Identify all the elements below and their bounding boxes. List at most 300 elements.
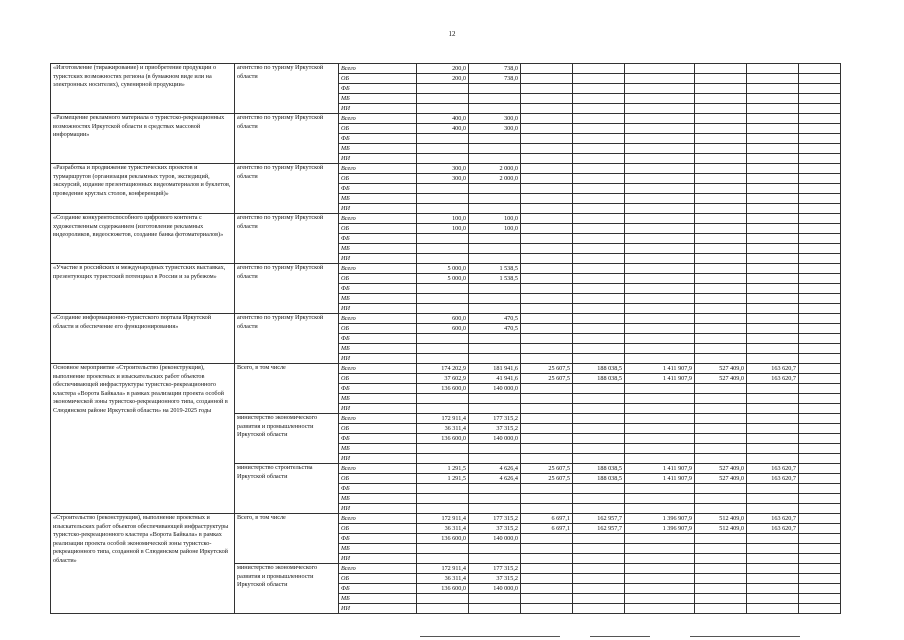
amount-cell bbox=[799, 454, 841, 464]
amount-cell bbox=[695, 174, 747, 184]
funding-source-cell: Всего bbox=[339, 64, 417, 74]
amount-cell bbox=[521, 454, 573, 464]
amount-cell bbox=[799, 394, 841, 404]
amount-cell bbox=[573, 404, 625, 414]
amount-cell bbox=[521, 584, 573, 594]
amount-cell bbox=[521, 234, 573, 244]
amount-cell bbox=[469, 284, 521, 294]
amount-cell bbox=[469, 394, 521, 404]
amount-cell bbox=[573, 414, 625, 424]
amount-cell bbox=[573, 444, 625, 454]
amount-cell: 100,0 bbox=[417, 224, 469, 234]
amount-cell: 470,5 bbox=[469, 324, 521, 334]
amount-cell bbox=[799, 264, 841, 274]
amount-cell bbox=[469, 334, 521, 344]
amount-cell bbox=[625, 124, 695, 134]
amount-cell bbox=[625, 254, 695, 264]
amount-cell: 136 600,0 bbox=[417, 584, 469, 594]
funding-source-cell: ИИ bbox=[339, 554, 417, 564]
amount-cell: 36 311,4 bbox=[417, 524, 469, 534]
amount-cell bbox=[695, 344, 747, 354]
amount-cell: 1 538,5 bbox=[469, 264, 521, 274]
amount-cell bbox=[417, 234, 469, 244]
funding-source-cell: ФБ bbox=[339, 84, 417, 94]
amount-cell bbox=[573, 494, 625, 504]
amount-cell bbox=[521, 294, 573, 304]
amount-cell bbox=[521, 104, 573, 114]
amount-cell bbox=[573, 504, 625, 514]
amount-cell bbox=[469, 234, 521, 244]
amount-cell bbox=[747, 254, 799, 264]
amount-cell bbox=[625, 494, 695, 504]
amount-cell bbox=[799, 534, 841, 544]
funding-source-cell: ФБ bbox=[339, 334, 417, 344]
amount-cell bbox=[573, 424, 625, 434]
amount-cell bbox=[799, 274, 841, 284]
amount-cell bbox=[799, 334, 841, 344]
measure-description: «Изготовление (тиражирование) и приобретение продукции о туристских возможностях региона (в бумажном виде или на электронных носителях), сувенирной продукции» bbox=[51, 64, 235, 114]
amount-cell bbox=[625, 224, 695, 234]
amount-cell bbox=[625, 84, 695, 94]
amount-cell bbox=[573, 334, 625, 344]
funding-source-cell: ОБ bbox=[339, 474, 417, 484]
amount-cell bbox=[521, 354, 573, 364]
funding-source-cell: ИИ bbox=[339, 604, 417, 614]
amount-cell bbox=[747, 604, 799, 614]
amount-cell: 300,0 bbox=[417, 164, 469, 174]
amount-cell bbox=[625, 414, 695, 424]
amount-cell: 1 291,5 bbox=[417, 474, 469, 484]
amount-cell: 36 311,4 bbox=[417, 574, 469, 584]
amount-cell bbox=[573, 354, 625, 364]
amount-cell bbox=[747, 74, 799, 84]
amount-cell bbox=[799, 484, 841, 494]
amount-cell bbox=[625, 274, 695, 284]
amount-cell: 177 315,2 bbox=[469, 564, 521, 574]
amount-cell: 6 697,1 bbox=[521, 524, 573, 534]
amount-cell bbox=[799, 384, 841, 394]
amount-cell bbox=[799, 134, 841, 144]
amount-cell bbox=[573, 534, 625, 544]
amount-cell bbox=[747, 454, 799, 464]
amount-cell: 2 000,0 bbox=[469, 164, 521, 174]
amount-cell bbox=[521, 164, 573, 174]
amount-cell: 512 409,0 bbox=[695, 514, 747, 524]
amount-cell bbox=[695, 234, 747, 244]
amount-cell: 1 291,5 bbox=[417, 464, 469, 474]
amount-cell bbox=[747, 334, 799, 344]
funding-source-cell: ОБ bbox=[339, 574, 417, 584]
amount-cell bbox=[747, 394, 799, 404]
amount-cell bbox=[799, 304, 841, 314]
funding-source-cell: ИИ bbox=[339, 254, 417, 264]
amount-cell bbox=[521, 284, 573, 294]
amount-cell: 1 411 907,9 bbox=[625, 464, 695, 474]
amount-cell: 512 409,0 bbox=[695, 524, 747, 534]
amount-cell: 177 315,2 bbox=[469, 414, 521, 424]
amount-cell bbox=[799, 344, 841, 354]
amount-cell bbox=[521, 274, 573, 284]
amount-cell bbox=[521, 74, 573, 84]
funding-source-cell: ФБ bbox=[339, 584, 417, 594]
amount-cell bbox=[521, 334, 573, 344]
amount-cell bbox=[695, 454, 747, 464]
amount-cell bbox=[799, 604, 841, 614]
table-row bbox=[51, 364, 841, 374]
amount-cell bbox=[469, 454, 521, 464]
amount-cell: 163 620,7 bbox=[747, 474, 799, 484]
amount-cell bbox=[747, 384, 799, 394]
amount-cell bbox=[417, 194, 469, 204]
funding-source-cell: ОБ bbox=[339, 424, 417, 434]
amount-cell bbox=[417, 84, 469, 94]
measure-description: «Создание информационно-туристского портала Иркутской области и обеспечение его функционирования» bbox=[51, 314, 235, 364]
funding-source-cell: Всего bbox=[339, 414, 417, 424]
bottom-edge-line bbox=[690, 636, 800, 637]
amount-cell bbox=[747, 174, 799, 184]
amount-cell: 163 620,7 bbox=[747, 374, 799, 384]
amount-cell bbox=[521, 94, 573, 104]
executor-cell: министерство экономического развития и промышленности Иркутской области bbox=[235, 564, 339, 614]
amount-cell bbox=[799, 494, 841, 504]
amount-cell bbox=[799, 574, 841, 584]
amount-cell bbox=[417, 94, 469, 104]
amount-cell: 41 941,6 bbox=[469, 374, 521, 384]
amount-cell: 4 626,4 bbox=[469, 474, 521, 484]
amount-cell bbox=[573, 194, 625, 204]
bottom-edge-line bbox=[590, 636, 650, 637]
amount-cell bbox=[625, 574, 695, 584]
amount-cell: 25 607,5 bbox=[521, 374, 573, 384]
amount-cell bbox=[521, 424, 573, 434]
amount-cell bbox=[799, 124, 841, 134]
amount-cell bbox=[521, 484, 573, 494]
amount-cell bbox=[625, 454, 695, 464]
amount-cell bbox=[747, 144, 799, 154]
executor-cell: министерство строительства Иркутской области bbox=[235, 464, 339, 514]
amount-cell bbox=[695, 194, 747, 204]
amount-cell bbox=[521, 154, 573, 164]
funding-source-cell: ФБ bbox=[339, 234, 417, 244]
amount-cell bbox=[747, 564, 799, 574]
amount-cell bbox=[799, 354, 841, 364]
funding-source-cell: ИИ bbox=[339, 504, 417, 514]
amount-cell bbox=[625, 504, 695, 514]
amount-cell bbox=[625, 554, 695, 564]
amount-cell bbox=[417, 144, 469, 154]
amount-cell bbox=[573, 74, 625, 84]
amount-cell bbox=[695, 414, 747, 424]
amount-cell bbox=[799, 84, 841, 94]
amount-cell bbox=[625, 394, 695, 404]
amount-cell bbox=[695, 74, 747, 84]
amount-cell bbox=[417, 294, 469, 304]
amount-cell bbox=[799, 434, 841, 444]
amount-cell bbox=[799, 194, 841, 204]
funding-source-cell: ФБ bbox=[339, 434, 417, 444]
funding-source-cell: ФБ bbox=[339, 384, 417, 394]
amount-cell bbox=[573, 254, 625, 264]
amount-cell bbox=[521, 554, 573, 564]
amount-cell: 188 038,5 bbox=[573, 464, 625, 474]
amount-cell bbox=[469, 294, 521, 304]
funding-source-cell: ОБ bbox=[339, 74, 417, 84]
amount-cell bbox=[695, 334, 747, 344]
amount-cell bbox=[521, 344, 573, 354]
amount-cell bbox=[521, 394, 573, 404]
amount-cell bbox=[747, 214, 799, 224]
amount-cell: 37 315,2 bbox=[469, 524, 521, 534]
amount-cell bbox=[625, 544, 695, 554]
amount-cell bbox=[695, 254, 747, 264]
amount-cell bbox=[695, 544, 747, 554]
amount-cell: 6 697,1 bbox=[521, 514, 573, 524]
amount-cell: 1 396 907,9 bbox=[625, 524, 695, 534]
amount-cell bbox=[573, 574, 625, 584]
amount-cell: 177 315,2 bbox=[469, 514, 521, 524]
amount-cell bbox=[799, 374, 841, 384]
amount-cell bbox=[625, 534, 695, 544]
table-row bbox=[51, 264, 841, 274]
budget-table bbox=[50, 63, 841, 614]
amount-cell bbox=[695, 424, 747, 434]
funding-source-cell: МБ bbox=[339, 444, 417, 454]
amount-cell: 470,5 bbox=[469, 314, 521, 324]
amount-cell bbox=[417, 284, 469, 294]
funding-source-cell: ИИ bbox=[339, 204, 417, 214]
amount-cell bbox=[625, 74, 695, 84]
funding-source-cell: Всего bbox=[339, 164, 417, 174]
funding-source-cell: МБ bbox=[339, 144, 417, 154]
amount-cell bbox=[747, 164, 799, 174]
amount-cell bbox=[747, 294, 799, 304]
amount-cell bbox=[573, 234, 625, 244]
amount-cell bbox=[747, 484, 799, 494]
amount-cell bbox=[747, 264, 799, 274]
amount-cell bbox=[799, 214, 841, 224]
amount-cell bbox=[573, 244, 625, 254]
amount-cell bbox=[469, 194, 521, 204]
amount-cell bbox=[799, 364, 841, 374]
amount-cell bbox=[747, 434, 799, 444]
amount-cell: 600,0 bbox=[417, 314, 469, 324]
amount-cell bbox=[695, 554, 747, 564]
amount-cell bbox=[695, 484, 747, 494]
amount-cell bbox=[799, 444, 841, 454]
amount-cell bbox=[417, 604, 469, 614]
funding-source-cell: МБ bbox=[339, 594, 417, 604]
amount-cell bbox=[521, 594, 573, 604]
amount-cell bbox=[695, 584, 747, 594]
amount-cell bbox=[799, 524, 841, 534]
amount-cell bbox=[573, 324, 625, 334]
amount-cell bbox=[573, 554, 625, 564]
amount-cell bbox=[799, 324, 841, 334]
funding-source-cell: ФБ bbox=[339, 284, 417, 294]
amount-cell bbox=[747, 274, 799, 284]
funding-source-cell: ФБ bbox=[339, 534, 417, 544]
amount-cell bbox=[469, 594, 521, 604]
amount-cell bbox=[625, 104, 695, 114]
amount-cell bbox=[747, 304, 799, 314]
amount-cell bbox=[521, 304, 573, 314]
amount-cell bbox=[695, 144, 747, 154]
amount-cell bbox=[747, 184, 799, 194]
amount-cell bbox=[573, 454, 625, 464]
amount-cell bbox=[747, 404, 799, 414]
amount-cell bbox=[695, 354, 747, 364]
amount-cell bbox=[625, 424, 695, 434]
amount-cell bbox=[417, 404, 469, 414]
amount-cell bbox=[695, 404, 747, 414]
amount-cell bbox=[799, 554, 841, 564]
amount-cell bbox=[625, 154, 695, 164]
amount-cell bbox=[695, 604, 747, 614]
amount-cell bbox=[695, 164, 747, 174]
measure-description: Основное мероприятие «Строительство (реконструкция), выполнение проектных и изыскательских работ объектов обеспечивающей инфраструктуры туристско-рекреационного кластера «Ворота Байкала» в рамках реализации проекта особой экономической зоны туристско-рекреационного типа, созданной в Слюдянском районе Иркутской области» на 2019-2025 годы bbox=[51, 364, 235, 514]
amount-cell bbox=[573, 384, 625, 394]
amount-cell bbox=[417, 444, 469, 454]
amount-cell: 188 038,5 bbox=[573, 364, 625, 374]
funding-source-cell: Всего bbox=[339, 364, 417, 374]
amount-cell bbox=[521, 534, 573, 544]
amount-cell bbox=[469, 354, 521, 364]
amount-cell bbox=[521, 194, 573, 204]
amount-cell bbox=[469, 484, 521, 494]
amount-cell bbox=[747, 284, 799, 294]
amount-cell bbox=[469, 604, 521, 614]
amount-cell bbox=[417, 184, 469, 194]
amount-cell bbox=[625, 164, 695, 174]
amount-cell bbox=[573, 124, 625, 134]
amount-cell bbox=[573, 434, 625, 444]
funding-source-cell: ФБ bbox=[339, 134, 417, 144]
amount-cell: 527 409,0 bbox=[695, 364, 747, 374]
amount-cell bbox=[747, 324, 799, 334]
amount-cell bbox=[573, 164, 625, 174]
amount-cell bbox=[695, 154, 747, 164]
amount-cell: 300,0 bbox=[417, 174, 469, 184]
executor-cell: агентство по туризму Иркутской области bbox=[235, 314, 339, 364]
amount-cell bbox=[417, 544, 469, 554]
amount-cell bbox=[695, 564, 747, 574]
amount-cell bbox=[469, 404, 521, 414]
funding-source-cell: ИИ bbox=[339, 404, 417, 414]
amount-cell bbox=[469, 344, 521, 354]
funding-source-cell: ОБ bbox=[339, 224, 417, 234]
amount-cell bbox=[747, 64, 799, 74]
amount-cell: 140 000,0 bbox=[469, 384, 521, 394]
amount-cell: 100,0 bbox=[417, 214, 469, 224]
amount-cell bbox=[573, 214, 625, 224]
amount-cell bbox=[799, 114, 841, 124]
funding-source-cell: ОБ bbox=[339, 174, 417, 184]
measure-description: «Создание конкурентоспособного цифрового контента с художественным содержанием (изготовление рекламных видеороликов, видеосюжетов, создание банка фотоматериалов)» bbox=[51, 214, 235, 264]
amount-cell bbox=[799, 474, 841, 484]
amount-cell bbox=[625, 404, 695, 414]
amount-cell bbox=[521, 134, 573, 144]
amount-cell bbox=[747, 224, 799, 234]
amount-cell bbox=[521, 204, 573, 214]
amount-cell: 188 038,5 bbox=[573, 474, 625, 484]
amount-cell bbox=[747, 344, 799, 354]
amount-cell bbox=[625, 594, 695, 604]
amount-cell bbox=[695, 104, 747, 114]
amount-cell: 600,0 bbox=[417, 324, 469, 334]
amount-cell bbox=[625, 184, 695, 194]
amount-cell: 25 607,5 bbox=[521, 464, 573, 474]
amount-cell: 172 911,4 bbox=[417, 514, 469, 524]
amount-cell: 100,0 bbox=[469, 224, 521, 234]
amount-cell bbox=[747, 494, 799, 504]
amount-cell bbox=[747, 414, 799, 424]
funding-source-cell: ИИ bbox=[339, 304, 417, 314]
table-row bbox=[51, 314, 841, 324]
amount-cell bbox=[695, 284, 747, 294]
amount-cell bbox=[469, 494, 521, 504]
amount-cell bbox=[417, 134, 469, 144]
amount-cell: 172 911,4 bbox=[417, 564, 469, 574]
amount-cell bbox=[747, 244, 799, 254]
amount-cell bbox=[799, 164, 841, 174]
amount-cell bbox=[747, 104, 799, 114]
amount-cell: 5 000,0 bbox=[417, 274, 469, 284]
amount-cell bbox=[747, 124, 799, 134]
amount-cell bbox=[799, 294, 841, 304]
amount-cell: 163 620,7 bbox=[747, 464, 799, 474]
funding-source-cell: Всего bbox=[339, 314, 417, 324]
amount-cell bbox=[747, 574, 799, 584]
bottom-edge-line bbox=[420, 636, 560, 637]
amount-cell bbox=[695, 214, 747, 224]
amount-cell bbox=[521, 404, 573, 414]
amount-cell: 136 600,0 bbox=[417, 434, 469, 444]
amount-cell bbox=[625, 354, 695, 364]
amount-cell bbox=[573, 594, 625, 604]
amount-cell bbox=[695, 294, 747, 304]
funding-source-cell: Всего bbox=[339, 564, 417, 574]
amount-cell bbox=[695, 384, 747, 394]
funding-source-cell: Всего bbox=[339, 114, 417, 124]
amount-cell bbox=[625, 194, 695, 204]
amount-cell bbox=[799, 94, 841, 104]
amount-cell bbox=[521, 444, 573, 454]
amount-cell bbox=[521, 494, 573, 504]
amount-cell bbox=[799, 234, 841, 244]
amount-cell bbox=[521, 184, 573, 194]
amount-cell bbox=[799, 254, 841, 264]
amount-cell bbox=[695, 324, 747, 334]
amount-cell: 4 626,4 bbox=[469, 464, 521, 474]
amount-cell: 25 607,5 bbox=[521, 364, 573, 374]
amount-cell bbox=[747, 94, 799, 104]
executor-cell: агентство по туризму Иркутской области bbox=[235, 214, 339, 264]
amount-cell bbox=[573, 184, 625, 194]
measure-description: «Разработка и продвижение туристических проектов и турмаршрутов (организация рекламных туров, экспедиций, экскурсий, издание презентационных видеоматериалов и буклетов, проведение круглых столов, конференций)» bbox=[51, 164, 235, 214]
funding-source-cell: ИИ bbox=[339, 104, 417, 114]
amount-cell bbox=[417, 554, 469, 564]
amount-cell bbox=[747, 504, 799, 514]
amount-cell: 200,0 bbox=[417, 74, 469, 84]
amount-cell bbox=[799, 584, 841, 594]
amount-cell bbox=[417, 254, 469, 264]
executor-cell: агентство по туризму Иркутской области bbox=[235, 164, 339, 214]
funding-source-cell: МБ bbox=[339, 494, 417, 504]
executor-cell: агентство по туризму Иркутской области bbox=[235, 114, 339, 164]
funding-source-cell: МБ bbox=[339, 544, 417, 554]
amount-cell bbox=[417, 304, 469, 314]
table-body bbox=[51, 64, 841, 614]
